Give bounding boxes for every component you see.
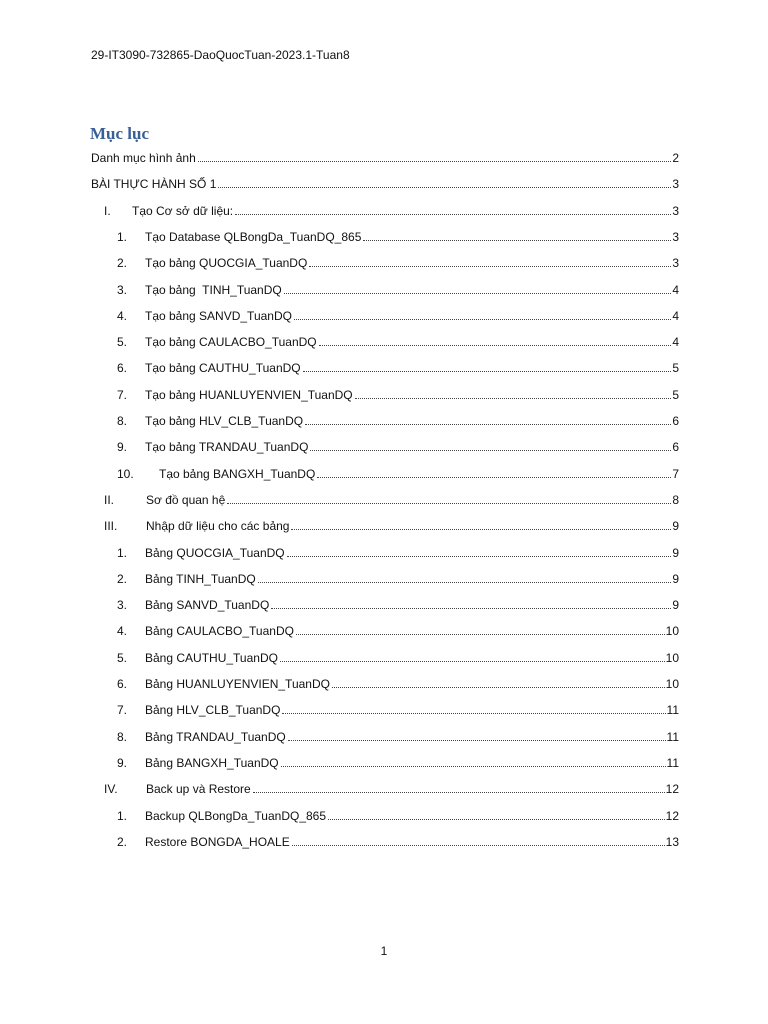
- toc-entry[interactable]: [91, 307, 679, 323]
- toc-entry-page-number: 9: [672, 598, 679, 613]
- toc-entry-page-number: 3: [672, 203, 679, 218]
- toc-entry-text: Bảng HLV_CLB_TuanDQ: [145, 703, 281, 718]
- page-header: 29-IT3090-732865-DaoQuocTuan-2023.1-Tuan8: [91, 48, 350, 62]
- toc-entry-number: I.: [104, 203, 111, 218]
- toc-entry-number: 4.: [117, 624, 128, 639]
- toc-entry-text: Tạo bảng SANVD_TuanDQ: [145, 308, 292, 323]
- toc-entry-text: Bảng SANVD_TuanDQ: [145, 598, 270, 613]
- toc-entry-page-number: 9: [672, 571, 679, 586]
- toc-entry-text: Tạo bảng TINH_TuanDQ: [145, 282, 282, 297]
- toc-entry-page-number: 3: [672, 256, 679, 271]
- toc-dot-leader: [287, 556, 672, 557]
- toc-dot-leader: [296, 634, 665, 635]
- toc-entry[interactable]: [91, 202, 679, 218]
- toc-entry-number: II.: [104, 492, 115, 507]
- toc-entry-text: Backup QLBongDa_TuanDQ_865: [145, 808, 327, 823]
- toc-entry-text: Tạo Database QLBongDa_TuanDQ_865: [145, 229, 362, 244]
- toc-entry-number: 7.: [117, 387, 128, 402]
- toc-entry-page-number: 12: [665, 808, 679, 823]
- toc-dot-leader: [291, 529, 671, 530]
- toc-entry[interactable]: [91, 517, 679, 533]
- toc-entry-number: III.: [104, 519, 118, 534]
- toc-entry-page-number: 6: [672, 414, 679, 428]
- toc-entry-page-number: 9: [672, 545, 679, 560]
- toc-entry[interactable]: [91, 596, 679, 612]
- toc-dot-leader: [332, 687, 665, 688]
- toc-entry-text: Bảng HUANLUYENVIEN_TuanDQ: [145, 677, 330, 691]
- toc-entry-page-number: 3: [672, 177, 679, 192]
- toc-entry-text: Tạo bảng HLV_CLB_TuanDQ: [145, 414, 304, 428]
- toc-entry-page-number: 9: [672, 519, 679, 534]
- toc-dot-leader: [294, 319, 671, 320]
- toc-entry[interactable]: [91, 701, 679, 717]
- toc-entry[interactable]: [91, 570, 679, 586]
- toc-entry-page-number: 3: [672, 229, 679, 244]
- toc-entry-page-number: 10: [665, 650, 679, 665]
- toc-entry-page-number: 7: [672, 466, 679, 481]
- toc-entry[interactable]: [91, 333, 679, 349]
- toc-entry-number: 8.: [117, 729, 128, 744]
- toc-entry-page-number: 13: [665, 834, 679, 849]
- toc-entry[interactable]: [91, 728, 679, 744]
- toc-entry-text: Restore BONGDA_HOALE: [145, 834, 290, 849]
- toc-entry-number: 7.: [117, 703, 128, 718]
- toc-entry-page-number: 8: [672, 492, 679, 507]
- toc-entry[interactable]: [91, 780, 679, 796]
- toc-entry[interactable]: [91, 544, 679, 560]
- toc-entry-number: 8.: [117, 414, 128, 428]
- toc-entry-number: 5.: [117, 335, 128, 350]
- toc-entry-text: Tạo bảng TRANDAU_TuanDQ: [145, 440, 309, 455]
- toc-entry-text: Tạo bảng CAULACBO_TuanDQ: [145, 335, 317, 350]
- toc-dot-leader: [253, 792, 665, 793]
- toc-entry[interactable]: [91, 465, 679, 481]
- toc-entry-text: Tạo bảng QUOCGIA_TuanDQ: [145, 256, 308, 271]
- toc-entry-number: 10.: [117, 466, 134, 481]
- toc-entry-page-number: 4: [672, 282, 679, 297]
- toc-entry[interactable]: [91, 833, 679, 849]
- toc-entry-text: Bảng CAUTHU_TuanDQ: [145, 650, 278, 665]
- toc-entry-number: 2.: [117, 834, 128, 849]
- toc-entry-number: 4.: [117, 308, 128, 323]
- toc-dot-leader: [319, 345, 672, 346]
- toc-dot-leader: [218, 187, 671, 188]
- toc-dot-leader: [288, 740, 666, 741]
- toc-entry-number: 3.: [117, 282, 128, 297]
- toc-dot-leader: [309, 266, 671, 267]
- toc-entry-text: Bảng TINH_TuanDQ: [145, 571, 256, 586]
- toc-entry-text: Bảng BANGXH_TuanDQ: [145, 755, 279, 770]
- toc-entry-text: Danh mục hình ảnh: [91, 151, 196, 165]
- toc-dot-leader: [355, 398, 672, 399]
- toc-entry-number: 1.: [117, 545, 128, 560]
- toc-entry[interactable]: [91, 149, 679, 165]
- toc-entry[interactable]: [91, 491, 679, 507]
- toc-dot-leader: [258, 582, 672, 583]
- toc-entry-number: 1.: [117, 229, 128, 244]
- toc-dot-leader: [284, 293, 672, 294]
- toc-dot-leader: [235, 214, 671, 215]
- toc-dot-leader: [282, 713, 665, 714]
- toc-entry-number: IV.: [104, 782, 118, 797]
- toc-dot-leader: [292, 845, 665, 846]
- toc-entry-text: BÀI THỰC HÀNH SỐ 1: [91, 177, 217, 192]
- toc-entry[interactable]: [91, 649, 679, 665]
- toc-entry[interactable]: [91, 359, 679, 375]
- toc-dot-leader: [305, 424, 671, 425]
- toc-entry-page-number: 10: [665, 624, 679, 639]
- toc-dot-leader: [281, 766, 666, 767]
- toc-entry[interactable]: [91, 438, 679, 454]
- toc-entry-text: Tạo bảng HUANLUYENVIEN_TuanDQ: [145, 387, 353, 402]
- toc-entry-page-number: 10: [665, 677, 679, 691]
- toc-entry-page-number: 5: [672, 387, 679, 402]
- toc-entry-number: 9.: [117, 755, 128, 770]
- toc-entry-number: 1.: [117, 808, 128, 823]
- toc-entry-text: Nhập dữ liệu cho các bảng: [146, 519, 290, 534]
- toc-entry-page-number: 11: [666, 755, 679, 770]
- toc-entry-number: 6.: [117, 361, 128, 376]
- toc-entry[interactable]: [91, 412, 679, 428]
- toc-entry-number: 2.: [117, 256, 128, 271]
- toc-dot-leader: [310, 450, 671, 451]
- toc-dot-leader: [227, 503, 671, 504]
- toc-dot-leader: [271, 608, 671, 609]
- toc-entry-page-number: 12: [665, 782, 679, 797]
- toc-entry-text: Tạo Cơ sở dữ liệu:: [132, 203, 234, 218]
- toc-dot-leader: [328, 819, 665, 820]
- toc-entry-text: Tạo bảng CAUTHU_TuanDQ: [145, 361, 301, 376]
- toc-entry[interactable]: [91, 228, 679, 244]
- toc-entry-text: Bảng QUOCGIA_TuanDQ: [145, 545, 285, 560]
- toc-entry[interactable]: [91, 281, 679, 297]
- toc-title: Mục lục: [90, 124, 150, 143]
- toc-entry-text: Bảng TRANDAU_TuanDQ: [145, 729, 286, 744]
- toc-entry[interactable]: [91, 175, 679, 191]
- toc-entry-page-number: 6: [672, 440, 679, 455]
- toc-entry-page-number: 4: [672, 308, 679, 323]
- toc-entry-text: Bảng CAULACBO_TuanDQ: [145, 624, 294, 639]
- toc-dot-leader: [280, 661, 665, 662]
- toc-entry-text: Back up và Restore: [146, 782, 251, 797]
- toc-entry-page-number: 5: [672, 361, 679, 376]
- toc-entry[interactable]: [91, 386, 679, 402]
- toc-entry[interactable]: [91, 675, 679, 691]
- toc-dot-leader: [363, 240, 671, 241]
- toc-entry-page-number: 2: [672, 151, 679, 165]
- toc-entry-number: 2.: [117, 571, 128, 586]
- toc-entry-page-number: 11: [666, 729, 679, 744]
- toc-entry-page-number: 11: [666, 703, 679, 718]
- toc-dot-leader: [303, 371, 672, 372]
- toc-entry-number: 5.: [117, 650, 128, 665]
- toc-entry-page-number: 4: [672, 335, 679, 350]
- toc-entry-text: Tạo bảng BANGXH_TuanDQ: [159, 466, 316, 481]
- toc-entry-text: Sơ đồ quan hệ: [146, 492, 226, 507]
- toc-entry[interactable]: [91, 807, 679, 823]
- toc-entry[interactable]: [91, 254, 679, 270]
- toc-entry-number: 3.: [117, 598, 128, 613]
- toc-entry[interactable]: [91, 754, 679, 770]
- toc-dot-leader: [198, 161, 672, 162]
- toc-entry-number: 6.: [117, 677, 128, 691]
- toc-entry-number: 9.: [117, 440, 128, 455]
- toc-entry[interactable]: [91, 622, 679, 638]
- toc-dot-leader: [317, 477, 671, 478]
- page-number: 1: [380, 944, 388, 958]
